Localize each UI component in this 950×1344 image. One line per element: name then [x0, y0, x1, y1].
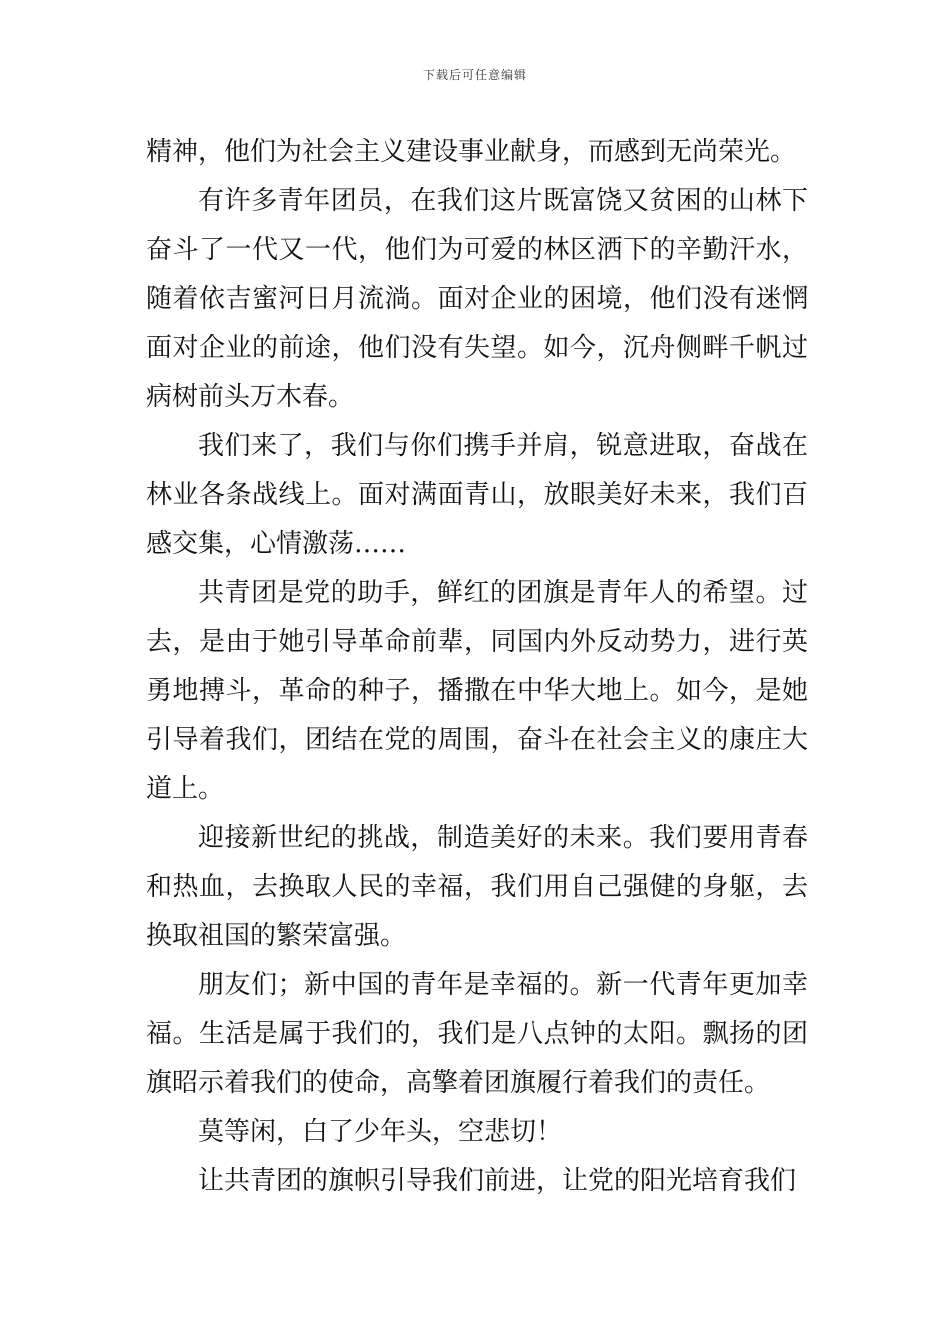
paragraph-continued: 精神，他们为社会主义建设事业献身，而感到无尚荣光。: [146, 137, 797, 167]
paragraph: 让共青团的旗帜引导我们前进，让党的阳光培育我们: [198, 1166, 797, 1196]
paragraph: 莫等闲，白了少年头，空悲切！: [198, 1117, 563, 1147]
document-body: [146, 128, 808, 1206]
page-header-note: 下载后可任意编辑: [422, 68, 527, 82]
paragraph: 我们来了，我们与你们携手并肩，锐意进取，奋战在林业各条战线上。面对满面青山，放眼美好未来，我们百感交集，心情激荡……: [146, 431, 808, 559]
paragraph: 迎接新世纪的挑战，制造美好的未来。我们要用青春和热血，去换取人民的幸福，我们用自己强健的身躯，去换取祖国的繁荣富强。: [146, 823, 808, 951]
paragraph: 有许多青年团员，在我们这片既富饶又贫困的山林下奋斗了一代又一代，他们为可爱的林区洒下的辛勤汗水，随着依吉蜜河日月流淌。面对企业的困境，他们没有迷惘面对企业的前途，他们没有失望。如今，沉舟侧畔千帆过病树前头万木春。: [146, 186, 808, 412]
paragraph: 朋友们；新中国的青年是幸福的。新一代青年更加幸福。生活是属于我们的，我们是八点钟的太阳。飘扬的团旗昭示着我们的使命，高擎着团旗履行着我们的责任。: [146, 970, 808, 1098]
paragraph: 共青团是党的助手，鲜红的团旗是青年人的希望。过去，是由于她引导革命前辈，同国内外反动势力，进行英勇地搏斗，革命的种子，播撒在中华大地上。如今，是她引导着我们，团结在党的周围，奋斗在社会主义的康庄大道上。: [146, 578, 808, 804]
